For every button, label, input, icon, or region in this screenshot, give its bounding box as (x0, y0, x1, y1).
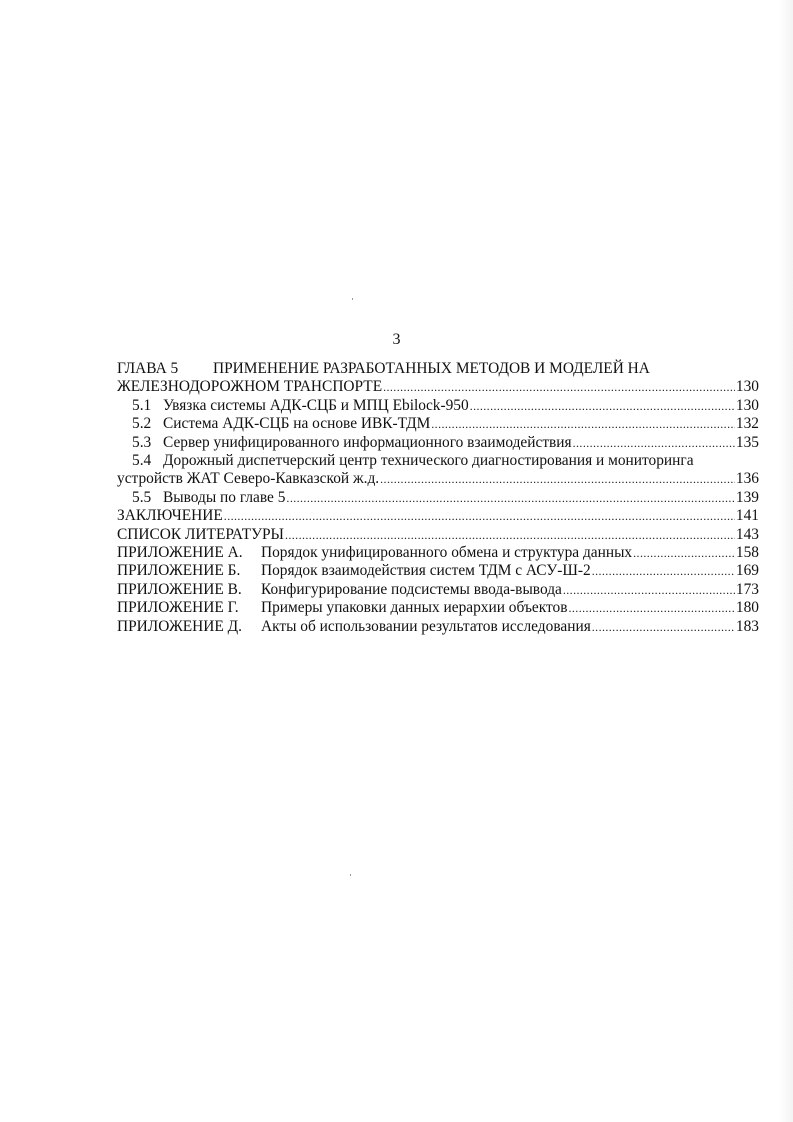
toc-entry-section-5-3[interactable] (117, 434, 759, 452)
dot-leader (569, 599, 735, 617)
table-of-contents (117, 360, 759, 636)
entry-page-number: 173 (735, 580, 759, 598)
section-number: 5.5 (132, 488, 152, 506)
appendix-label: ПРИЛОЖЕНИЕ В. (117, 580, 242, 598)
toc-entry-section-5-5[interactable] (117, 489, 759, 507)
dot-leader (431, 415, 735, 433)
toc-entry-appendix-a[interactable] (117, 544, 759, 562)
section-title: Сервер унифицированного информационного взаимодействия (163, 433, 572, 451)
section-title: Выводы по главе 5 (163, 488, 286, 506)
toc-entry-references[interactable] (117, 526, 759, 544)
section-title-line1: Дорожный диспетчерский центр технического диагностирования и мониторинга (163, 452, 694, 470)
entry-page-number: 180 (735, 599, 759, 617)
entry-page-number: 132 (735, 415, 759, 433)
toc-entry-section-5-1[interactable] (117, 397, 759, 415)
section-title-line2: устройств ЖАТ Северо-Кавказской ж.д. (117, 470, 380, 488)
appendix-label: ПРИЛОЖЕНИЕ А. (117, 544, 243, 562)
dot-leader (286, 489, 734, 507)
entry-page-number: 169 (735, 562, 759, 580)
dot-leader (592, 562, 735, 580)
dot-leader (592, 618, 735, 636)
chapter-heading (117, 360, 759, 378)
toc-entry-conclusion[interactable] (117, 507, 759, 525)
dot-leader (380, 470, 735, 488)
toc-entry-appendix-d[interactable] (117, 618, 759, 636)
section-number: 5.1 (132, 396, 152, 414)
appendix-label: ПРИЛОЖЕНИЕ Б. (117, 562, 241, 580)
dot-leader (633, 544, 735, 562)
toc-entry-appendix-g[interactable] (117, 599, 759, 617)
dot-leader (224, 507, 735, 525)
appendix-title: Примеры упаковки данных иерархии объектов (261, 599, 568, 617)
section-number: 5.3 (132, 433, 152, 451)
scan-speck (352, 298, 353, 300)
dot-leader (383, 378, 735, 396)
entry-page-number: 141 (735, 507, 759, 525)
toc-entry-appendix-b[interactable] (117, 562, 759, 580)
appendix-label: ПРИЛОЖЕНИЕ Г. (117, 599, 239, 617)
section-title: Увязка системы АДК-СЦБ и МПЦ Ebilock-950 (163, 396, 469, 414)
entry-page-number: 130 (735, 396, 759, 414)
appendix-title: Порядок унифицированного обмена и структура данных (261, 544, 633, 562)
scan-speck (350, 874, 351, 876)
appendix-title: Порядок взаимодействия систем ТДМ с АСУ-Ш-2 (261, 562, 591, 580)
page-number: 3 (392, 331, 401, 348)
appendix-title: Акты об использовании результатов исследования (261, 617, 591, 635)
entry-page-number: 183 (735, 617, 759, 635)
dot-leader (470, 397, 735, 415)
dot-leader (563, 581, 735, 599)
toc-entry-chapter[interactable] (117, 378, 759, 396)
section-number: 5.4 (132, 452, 152, 470)
entry-page-number: 158 (735, 544, 759, 562)
chapter-title-line2: ЖЕЛЕЗНОДОРОЖНОМ ТРАНСПОРТЕ (117, 378, 383, 396)
dot-leader (285, 526, 735, 544)
entry-page-number: 136 (735, 470, 759, 488)
toc-entry-section-5-4-line2[interactable] (117, 470, 759, 488)
entry-page-number: 143 (735, 525, 759, 543)
appendix-title: Конфигурирование подсистемы ввода-вывода (261, 580, 562, 598)
section-number: 5.2 (132, 415, 152, 433)
conclusion-title: ЗАКЛЮЧЕНИЕ (117, 507, 223, 525)
scan-edge-shadow (779, 0, 793, 1122)
dot-leader (573, 434, 735, 452)
chapter-label: ГЛАВА 5 (117, 360, 179, 377)
toc-entry-appendix-v[interactable] (117, 581, 759, 599)
chapter-title-line1: ПРИМЕНЕНИЕ РАЗРАБОТАННЫХ МЕТОДОВ И МОДЕЛЕЙ НА (213, 360, 650, 377)
appendix-label: ПРИЛОЖЕНИЕ Д. (117, 617, 242, 635)
entry-page-number: 139 (735, 488, 759, 506)
entry-page-number: 135 (735, 433, 759, 451)
references-title: СПИСОК ЛИТЕРАТУРЫ (117, 525, 284, 543)
section-title: Система АДК-СЦБ на основе ИВК-ТДМ (163, 415, 431, 433)
entry-page-number: 130 (735, 378, 759, 396)
toc-entry-section-5-4-line1[interactable] (117, 452, 759, 470)
toc-entry-section-5-2[interactable] (117, 415, 759, 433)
